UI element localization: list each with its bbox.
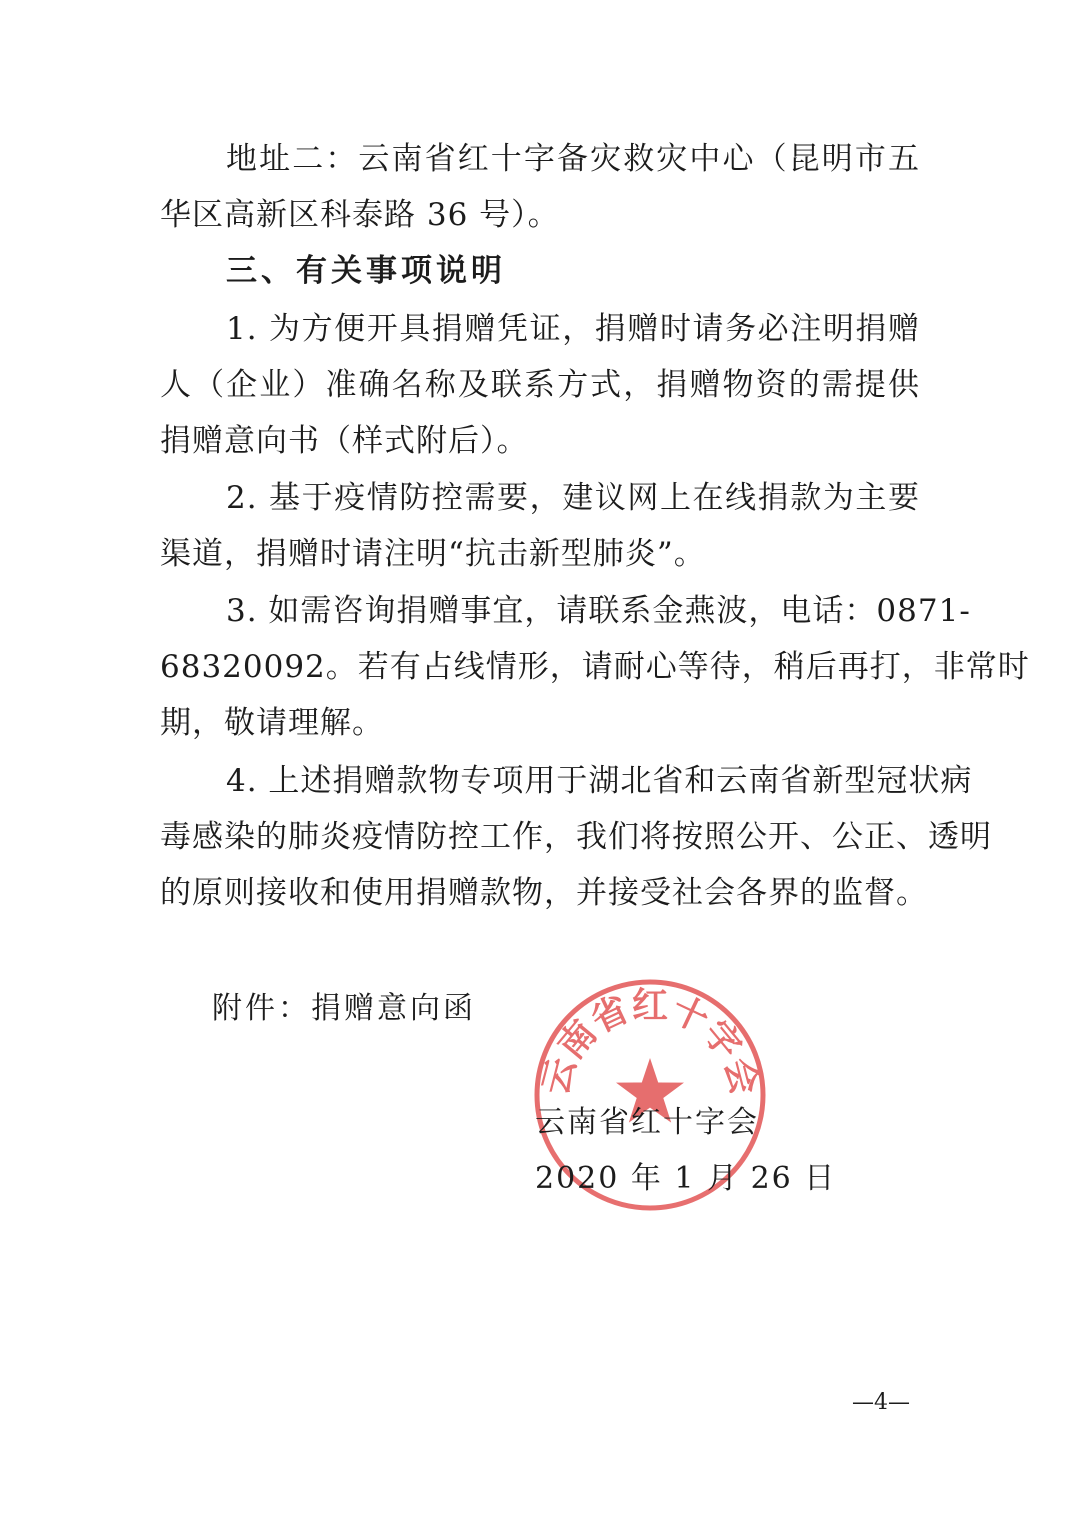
item-1-line-3: 捐赠意向书（样式附后）。 [160, 423, 529, 459]
item-3-line-2: 68320092。若有占线情形，请耐心等待，稍后再打，非常时 [160, 649, 1030, 685]
signing-date: 2020 年 1 月 26 日 [535, 1161, 837, 1196]
attachment-note: 附件：捐赠意向函 [212, 991, 476, 1026]
item-4-line-1: 4. 上述捐赠款物专项用于湖北省和云南省新型冠状病 [226, 763, 973, 799]
item-1-line-1: 1. 为方便开具捐赠凭证，捐赠时请务必注明捐赠 [226, 311, 920, 347]
item-3-line-3: 期，敬请理解。 [160, 705, 384, 741]
item-2-line-2: 渠道，捐赠时请注明“抗击新型肺炎”。 [160, 536, 706, 572]
item-4-line-3: 的原则接收和使用捐赠款物，并接受社会各界的监督。 [160, 875, 928, 911]
item-4-line-2: 毒感染的肺炎疫情防控工作，我们将按照公开、公正、透明 [160, 819, 992, 855]
address-line-1: 地址二：云南省红十字备灾救灾中心（昆明市五 [226, 141, 920, 177]
item-2-line-1: 2. 基于疫情防控需要，建议网上在线捐款为主要 [226, 480, 920, 516]
section-heading: 三、有关事项说明 [226, 253, 506, 289]
address-line-2: 华区高新区科泰路 36 号）。 [160, 197, 560, 233]
signer: 云南省红十字会 [535, 1105, 759, 1140]
item-1-line-2: 人（企业）准确名称及联系方式，捐赠物资的需提供 [160, 367, 920, 403]
seal-text-path: 云南省红十字会 [534, 984, 766, 1099]
page-number: —4— [852, 1390, 910, 1415]
item-3-line-1: 3. 如需咨询捐赠事宜，请联系金燕波，电话：0871- [226, 593, 971, 629]
